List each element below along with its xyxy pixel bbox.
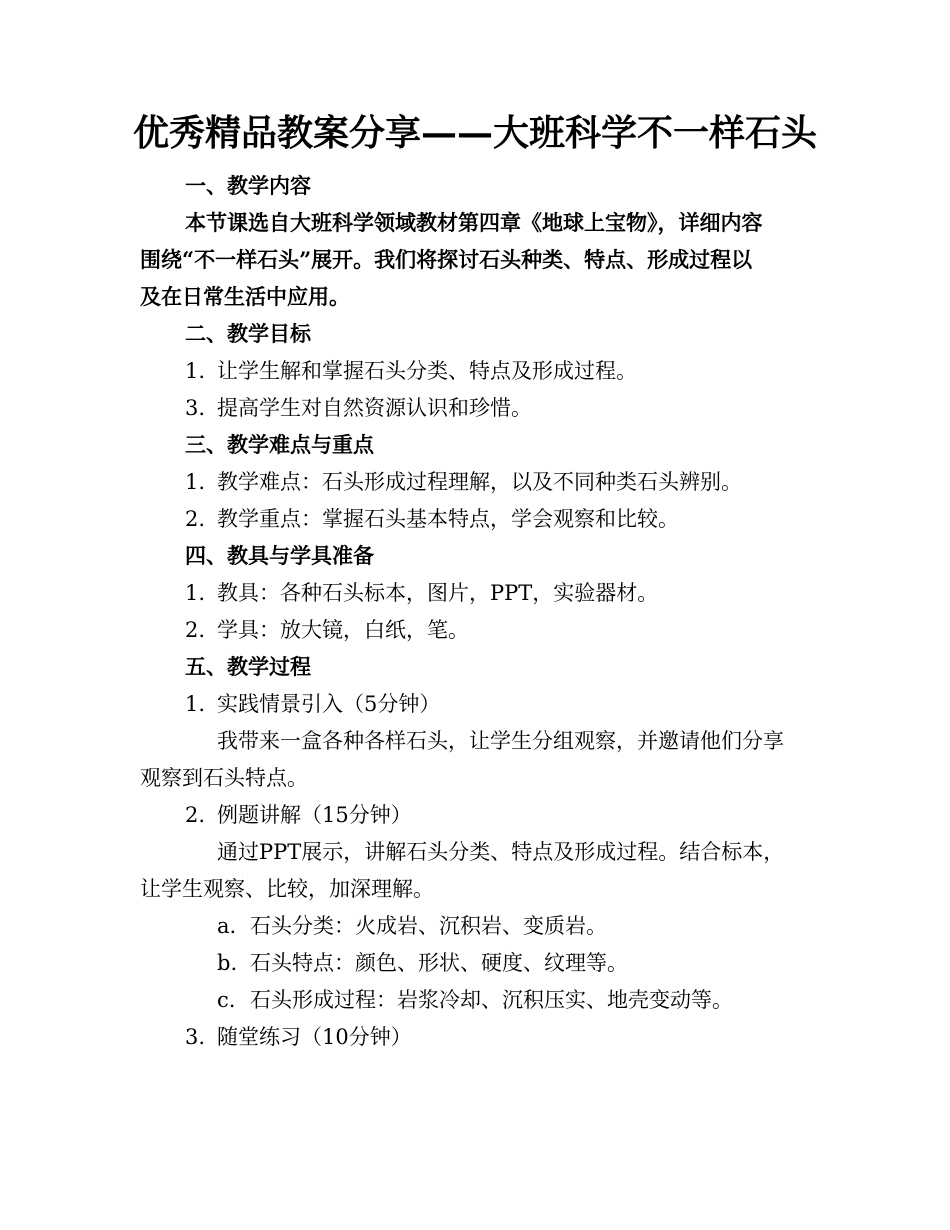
- list-item-text: 提高学生对自然资源认识和珍惜。: [217, 396, 532, 420]
- list-item: [185, 353, 865, 389]
- document-title: 优秀精品教案分享——大班科学不一样石头: [132, 112, 817, 154]
- section-heading-content: 一、教学内容: [185, 173, 311, 198]
- list-item-number: 1.: [185, 692, 206, 716]
- list-item-number: 1.: [185, 470, 206, 494]
- paragraph-line: 及在日常生活中应用。: [140, 284, 350, 309]
- sub-list-item-letter: a.: [217, 914, 237, 938]
- section-heading-key-points: 三、教学难点与重点: [185, 432, 374, 457]
- list-item: [185, 390, 865, 426]
- paragraph-line: 我带来一盒各种各样石头，让学生分组观察，并邀请他们分享: [217, 729, 784, 753]
- sub-list-item-text: 石头形成过程：岩浆冷却、沉积压实、地壳变动等。: [250, 988, 733, 1012]
- sub-list-item-letter: c.: [217, 988, 236, 1012]
- list-item: [185, 464, 865, 500]
- section-heading-materials: 四、教具与学具准备: [185, 543, 374, 568]
- list-item-number: 2.: [185, 618, 206, 642]
- sub-list-item: [217, 982, 897, 1018]
- list-item-text: 学具：放大镜，白纸，笔。: [217, 618, 469, 642]
- paragraph-line: 围绕“不一样石头”展开。我们将探讨石头种类、特点、形成过程以: [140, 247, 753, 272]
- list-item-number: 1.: [185, 359, 206, 383]
- sub-list-item-letter: b.: [217, 951, 238, 975]
- list-item-number: 3.: [185, 396, 206, 420]
- list-item-text: 例题讲解（15分钟）: [217, 803, 412, 827]
- section-heading-objectives: 二、教学目标: [185, 321, 311, 346]
- list-item: [185, 575, 865, 611]
- paragraph-line: 观察到石头特点。: [140, 766, 308, 790]
- sub-list-item-text: 石头分类：火成岩、沉积岩、变质岩。: [250, 914, 607, 938]
- list-item-number: 2.: [185, 507, 206, 531]
- list-item-text: 教学重点：掌握石头基本特点，学会观察和比较。: [217, 507, 679, 531]
- list-item-text: 教学难点：石头形成过程理解，以及不同种类石头辨别。: [217, 470, 742, 494]
- sub-list-item-text: 石头特点：颜色、形状、硬度、纹理等。: [250, 951, 628, 975]
- list-item: [185, 686, 865, 722]
- list-item-number: 2.: [185, 803, 206, 827]
- list-item: [185, 612, 865, 648]
- paragraph-line: 本节课选自大班科学领域教材第四章《地球上宝物》，详细内容: [185, 210, 763, 235]
- list-item: [185, 797, 865, 833]
- list-item-text: 实践情景引入（5分钟）: [217, 692, 441, 716]
- list-item-number: 1.: [185, 581, 206, 605]
- list-item-text: 让学生解和掌握石头分类、特点及形成过程。: [217, 359, 637, 383]
- list-item: [185, 501, 865, 537]
- paragraph-line: 让学生观察、比较，加深理解。: [140, 877, 434, 901]
- list-item-text: 教具：各种石头标本，图片，PPT，实验器材。: [217, 581, 659, 605]
- sub-list-item: [217, 945, 897, 981]
- paragraph-line: 通过PPT展示，讲解石头分类、特点及形成过程。结合标本，: [217, 840, 785, 864]
- section-heading-process: 五、教学过程: [185, 654, 311, 679]
- list-item-text: 随堂练习（10分钟）: [217, 1025, 412, 1049]
- sub-list-item: [217, 908, 897, 944]
- list-item: [185, 1019, 865, 1055]
- list-item-number: 3.: [185, 1025, 206, 1049]
